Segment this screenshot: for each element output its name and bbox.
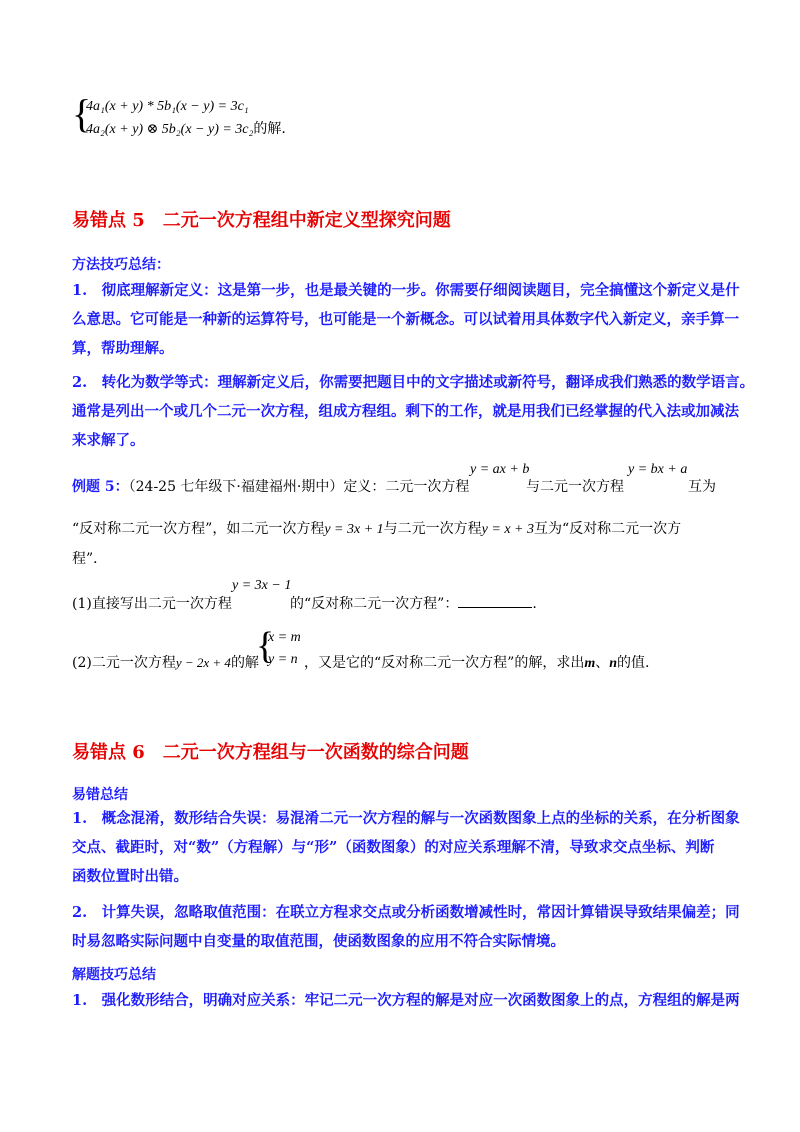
solution-x: x = m: [268, 630, 301, 645]
example5-text: “反对称二元一次方程”，如二元一次方程: [72, 521, 325, 537]
example5-source: （24-25 七年级下·福建福州·期中）定义：二元一次方程: [128, 479, 470, 495]
equation-y-minus-2x-plus-4: y − 2x + 4: [175, 655, 231, 670]
paragraph-line: 时易忽略实际问题中自变量的取值范围，使函数图象的应用不符合实际情境。: [72, 933, 565, 950]
question2-end: [304, 652, 649, 672]
section6-title: 易错点 6 二元一次方程组与一次函数的综合问题: [72, 742, 469, 763]
paragraph-line: 么意思。它可能是一种新的运算符号，也可能是一个新概念。可以试着用具体数字代入新定义，亲手算一: [72, 311, 739, 328]
example5-line3: 程”．: [72, 551, 108, 567]
section6-paragraph-1: [72, 804, 740, 891]
example5-text: 互为“反对称二元一次方: [533, 521, 682, 537]
section6-subtitle-techniques: 解题技巧总结: [72, 967, 156, 983]
paragraph-line: 1. 强化数形结合，明确对应关系：牢记二元一次方程的解是对应一次函数图象上的点，方程组的解是两: [72, 992, 740, 1009]
equation-bx-plus-a: y = bx + a: [628, 462, 688, 477]
equation-3x-minus-1: y = 3x − 1: [232, 578, 292, 593]
paragraph-line: 算，帮助理解。: [72, 340, 174, 357]
separator: 、: [595, 655, 610, 671]
solution-y: y = n: [268, 652, 298, 667]
system-equation-2-row: [86, 118, 286, 141]
equation-3x-plus-1: y = 3x + 1: [324, 522, 384, 537]
equation-x-plus-3: y = x + 3: [481, 522, 534, 537]
system-brace: {: [72, 91, 92, 136]
paragraph-line: 交点、截距时，对“数”（方程解）与“形”（函数图象）的对应关系理解不清，导致求交点坐标、判断: [72, 839, 715, 856]
paragraph-line: 函数位置时出错。: [72, 868, 188, 885]
question2-text: 的值.: [617, 655, 650, 671]
system-equation-1: 4a₁(x + y) * 5b₁(x − y) = 3c₁: [86, 99, 249, 114]
paragraph-line: 1. 彻底理解新定义：这是第一步，也是最关键的一步。你需要仔细阅读题目，完全搞懂这个新定义是什: [72, 282, 740, 299]
section6-paragraph-3: [72, 986, 740, 1015]
equation-ax-plus-b: y = ax + b: [470, 462, 530, 477]
paragraph-line: 2. 计算失误，忽略取值范围：在联立方程求交点或分析函数增减性时，常因计算错误导致结果偏差；同: [72, 904, 740, 921]
section6-paragraph-2: [72, 898, 740, 956]
question1-text: (1)直接写出二元一次方程: [72, 596, 232, 612]
example5-line1: [72, 476, 469, 496]
section6-subtitle-errors: 易错总结: [72, 787, 128, 803]
question2-text: (2)二元一次方程: [72, 655, 176, 671]
example5-mid-text: 与二元一次方程: [526, 479, 624, 495]
question1-answer-row: [290, 593, 537, 613]
variable-m: m: [584, 656, 596, 671]
paragraph-line: 2. 转化为数学等式：理解新定义后，你需要把题目中的文字描述或新符号，翻译成我们熟悉的数学语言。: [72, 374, 755, 391]
solution-brace: {: [256, 625, 275, 667]
paragraph-line: 通常是列出一个或几个二元一次方程，组成方程组。剩下的工作，就是用我们已经掌握的代入法或加减法: [72, 403, 739, 420]
section5-paragraph-2: [72, 368, 754, 455]
variable-n: n: [609, 656, 618, 671]
example5-text: 与二元一次方程: [383, 521, 482, 537]
question2-text: ，又是它的“反对称二元一次方程”的解，求出: [304, 655, 585, 671]
paragraph-line: 1. 概念混淆，数形结合失误：易混淆二元一次方程的解与一次函数图象上点的坐标的关系，在分析图象: [72, 810, 740, 827]
question2-start: [72, 652, 259, 672]
example5-line2: [72, 518, 681, 538]
section5-paragraph-1: [72, 276, 740, 363]
question1-end: .: [532, 596, 537, 612]
section5-subtitle: 方法技巧总结：: [72, 257, 170, 273]
system-equation-2: 4a₂(x + y) ⊗ 5b₂(x − y) = 3c₂: [86, 122, 254, 137]
example5-tail: 互为: [688, 479, 716, 495]
section5-title: 易错点 5 二元一次方程组中新定义型探究问题: [72, 210, 451, 231]
answer-blank[interactable]: [458, 593, 532, 608]
example5-label: 例题 5：: [72, 479, 129, 495]
question2-text: 的解: [230, 655, 259, 671]
system-suffix: 的解.: [253, 121, 286, 137]
paragraph-line: 来求解了。: [72, 432, 145, 449]
question1-prompt: 的“反对称二元一次方程”：: [290, 596, 459, 612]
